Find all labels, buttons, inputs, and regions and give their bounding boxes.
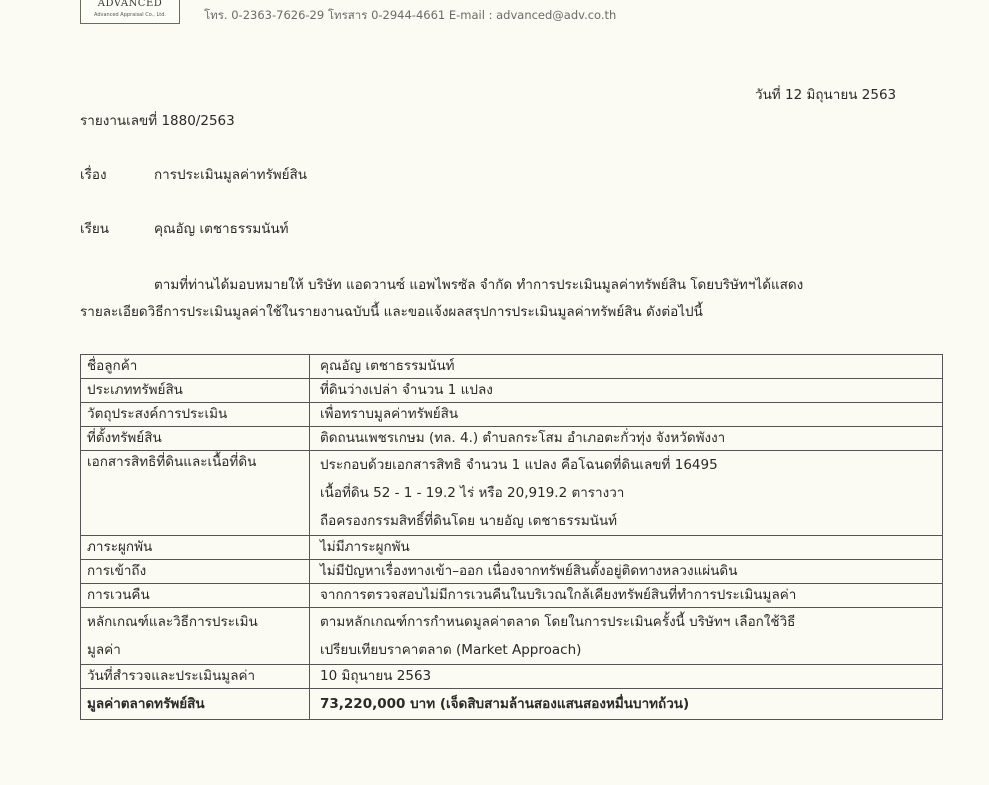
recipient-label: เรียน [80,221,110,237]
row-value: 10 มิถุนายน 2563 [310,665,943,689]
row-value: จากการตรวจสอบไม่มีการเวนคืนในบริเวณใกล้เคียงทรัพย์สินที่ทำการประเมินมูลค่า [310,584,943,608]
row-key: การเข้าถึง [81,560,310,584]
valuation-summary-table [80,354,943,720]
row-key-line: มูลค่า [87,642,121,658]
row-value [310,451,943,536]
row-value: คุณอัญ เตชาธรรมนันท์ [310,355,943,379]
intro-line-2: รายละเอียดวิธีการประเมินมูลค่าใช้ในรายงานฉบับนี้ และขอแจ้งผลสรุปการประเมินมูลค่าทรัพย์สิน ดังต่อไปนี้ [80,304,703,320]
row-value-line: ถือครองกรรมสิทธิ์ที่ดินโดย นายอัญ เตชาธรรมนันท์ [320,513,618,529]
table-row [81,665,943,689]
row-value: 73,220,000 บาท (เจ็ดสิบสามล้านสองแสนสองหมื่นบาทถ้วน) [310,689,943,720]
company-logo [80,0,180,24]
row-value-line: ตามหลักเกณฑ์การกำหนดมูลค่าตลาด โดยในการประเมินครั้งนี้ บริษัทฯ เลือกใช้วิธี [320,614,796,630]
row-value-line: ประกอบด้วยเอกสารสิทธิ จำนวน 1 แปลง คือโฉนดที่ดินเลขที่ 16495 [320,457,718,473]
intro-line-1: ตามที่ท่านได้มอบหมายให้ บริษัท แอดวานซ์ แอพไพรซัล จำกัด ทำการประเมินมูลค่าทรัพย์สิน โดยบริษัทฯได้แสดง [154,277,804,293]
logo-subtext: Advanced Appraisal Co., Ltd. [94,12,166,18]
table-row [81,451,943,536]
document-date: วันที่ 12 มิถุนายน 2563 [755,87,897,103]
row-value [310,608,943,665]
logo-text: ADVANCED [97,0,163,9]
table-row [81,608,943,665]
row-value: ไม่มีภาระผูกพัน [310,536,943,560]
subject-label: เรื่อง [80,167,107,183]
row-key: วัตถุประสงค์การประเมิน [81,403,310,427]
row-key: เอกสารสิทธิที่ดินและเนื้อที่ดิน [81,451,310,536]
row-key: การเวนคืน [81,584,310,608]
table-row [81,355,943,379]
subject-text: การประเมินมูลค่าทรัพย์สิน [154,167,308,183]
row-key: มูลค่าตลาดทรัพย์สิน [81,689,310,720]
table-row [81,584,943,608]
row-key: ประเภททรัพย์สิน [81,379,310,403]
row-value: ไม่มีปัญหาเรื่องทางเข้า–ออก เนื่องจากทรัพย์สินตั้งอยู่ติดทางหลวงแผ่นดิน [310,560,943,584]
table-row-market-value [81,689,943,720]
row-value: ที่ดินว่างเปล่า จำนวน 1 แปลง [310,379,943,403]
table-row [81,560,943,584]
intro-paragraph [80,272,944,326]
report-number: รายงานเลขที่ 1880/2563 [80,113,235,129]
row-key-line: หลักเกณฑ์และวิธีการประเมิน [87,614,258,630]
row-key: ภาระผูกพัน [81,536,310,560]
row-key: ชื่อลูกค้า [81,355,310,379]
table-row [81,427,943,451]
table-row [81,536,943,560]
row-value: ติดถนนเพชรเกษม (ทล. 4.) ตำบลกระโสม อำเภอตะกั่วทุ่ง จังหวัดพังงา [310,427,943,451]
row-value-line: เนื้อที่ดิน 52 - 1 - 19.2 ไร่ หรือ 20,919.2 ตารางวา [320,485,625,501]
table-row [81,379,943,403]
row-key: ที่ตั้งทรัพย์สิน [81,427,310,451]
row-key [81,608,310,665]
row-value: เพื่อทราบมูลค่าทรัพย์สิน [310,403,943,427]
table-row [81,403,943,427]
recipient-name: คุณอัญ เตชาธรรมนันท์ [154,221,289,237]
row-key: วันที่สำรวจและประเมินมูลค่า [81,665,310,689]
contact-info: โทร. 0-2363-7626-29 โทรสาร 0-2944-4661 E-mail : advanced@adv.co.th [204,8,617,22]
row-value-line: เปรียบเทียบราคาตลาด (Market Approach) [320,642,582,658]
